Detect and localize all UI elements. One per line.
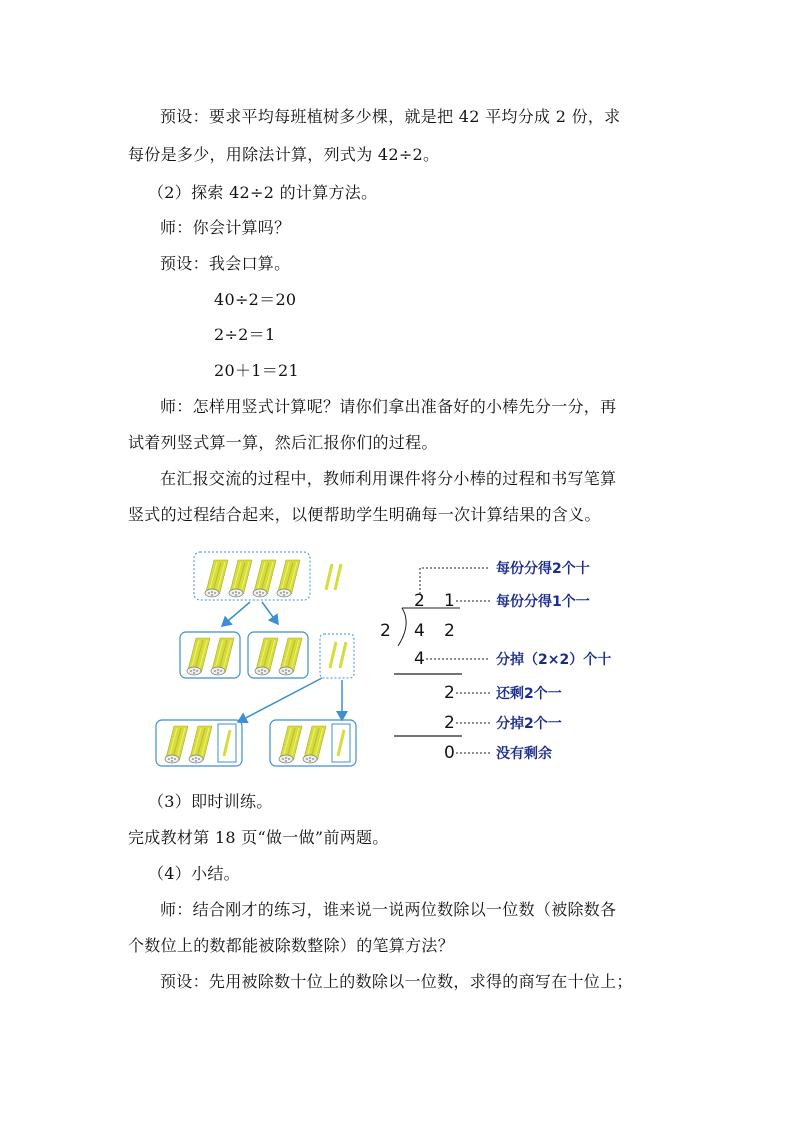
annotation-ones-used: 分掉2个一 — [496, 716, 562, 732]
dividend-tens: 4 — [414, 621, 425, 641]
equation-line: 40÷2＝20 — [214, 290, 297, 309]
annotation-ones-left: 还剩2个一 — [496, 686, 562, 702]
paragraph-line: 竖式的过程结合起来，以便帮助学生明确每一次计算结果的含义。 — [128, 505, 601, 524]
split-arrow-right — [262, 602, 278, 624]
paragraph-line: 每份是多少，用除法计算，列式为 42÷2。 — [128, 145, 440, 164]
annotation-ones-each: 每份分得1个一 — [496, 594, 590, 610]
step-remainder-1: 2 — [444, 683, 455, 703]
step-product-2: 2 — [444, 713, 455, 733]
annotation-tens-each: 每份分得2个十 — [496, 561, 590, 577]
paragraph-line: 试着列竖式算一算，然后汇报你们的过程。 — [128, 433, 438, 452]
dividend-ones: 2 — [444, 621, 455, 641]
paragraph-line: 师：怎样用竖式计算呢？请你们拿出准备好的小棒先分一分，再 — [160, 397, 617, 416]
quotient-ones: 1 — [444, 591, 455, 611]
paragraph-line: 在汇报交流的过程中，教师利用课件将分小棒的过程和书写笔算 — [160, 469, 617, 488]
division-bracket — [398, 608, 406, 646]
paragraph-line: （2）探索 42÷2 的计算方法。 — [148, 183, 378, 202]
equation-line: 2÷2＝1 — [214, 325, 276, 344]
paragraph-line: 预设：我会口算。 — [160, 254, 291, 273]
paragraph-line: （3）即时训练。 — [148, 792, 273, 811]
split-arrow-left — [222, 602, 250, 626]
ones-arrow-left — [238, 678, 322, 722]
equation-line: 20＋1＝21 — [214, 361, 299, 380]
paragraph-line: 个数位上的数都能被除数整除）的笔算方法？ — [128, 936, 455, 955]
paragraph-line: 师：你会计算吗？ — [160, 218, 291, 237]
paragraph-line: 预设：要求平均每班植树多少棵，就是把 42 平均分成 2 份，求 — [160, 107, 621, 126]
quotient-tens: 2 — [414, 591, 425, 611]
paragraph-line: 师：结合刚才的练习，谁来说一说两位数除以一位数（被除数各 — [160, 900, 617, 919]
paragraph-line: 预设：先用被除数十位上的数除以一位数，求得的商写在十位上； — [160, 972, 633, 991]
step-product-1: 4 — [414, 649, 425, 669]
paragraph-line: （4）小结。 — [148, 864, 240, 883]
remaining-sticks-box — [320, 634, 354, 678]
final-remainder: 0 — [444, 743, 455, 763]
division-figure — [150, 540, 670, 775]
figure-svg — [150, 540, 670, 775]
divisor: 2 — [380, 621, 391, 641]
paragraph-line: 完成教材第 18 页“做一做”前两题。 — [128, 828, 389, 847]
annotation-tens-used: 分掉（2×2）个十 — [496, 652, 612, 668]
annotation-no-remainder: 没有剩余 — [496, 746, 552, 762]
